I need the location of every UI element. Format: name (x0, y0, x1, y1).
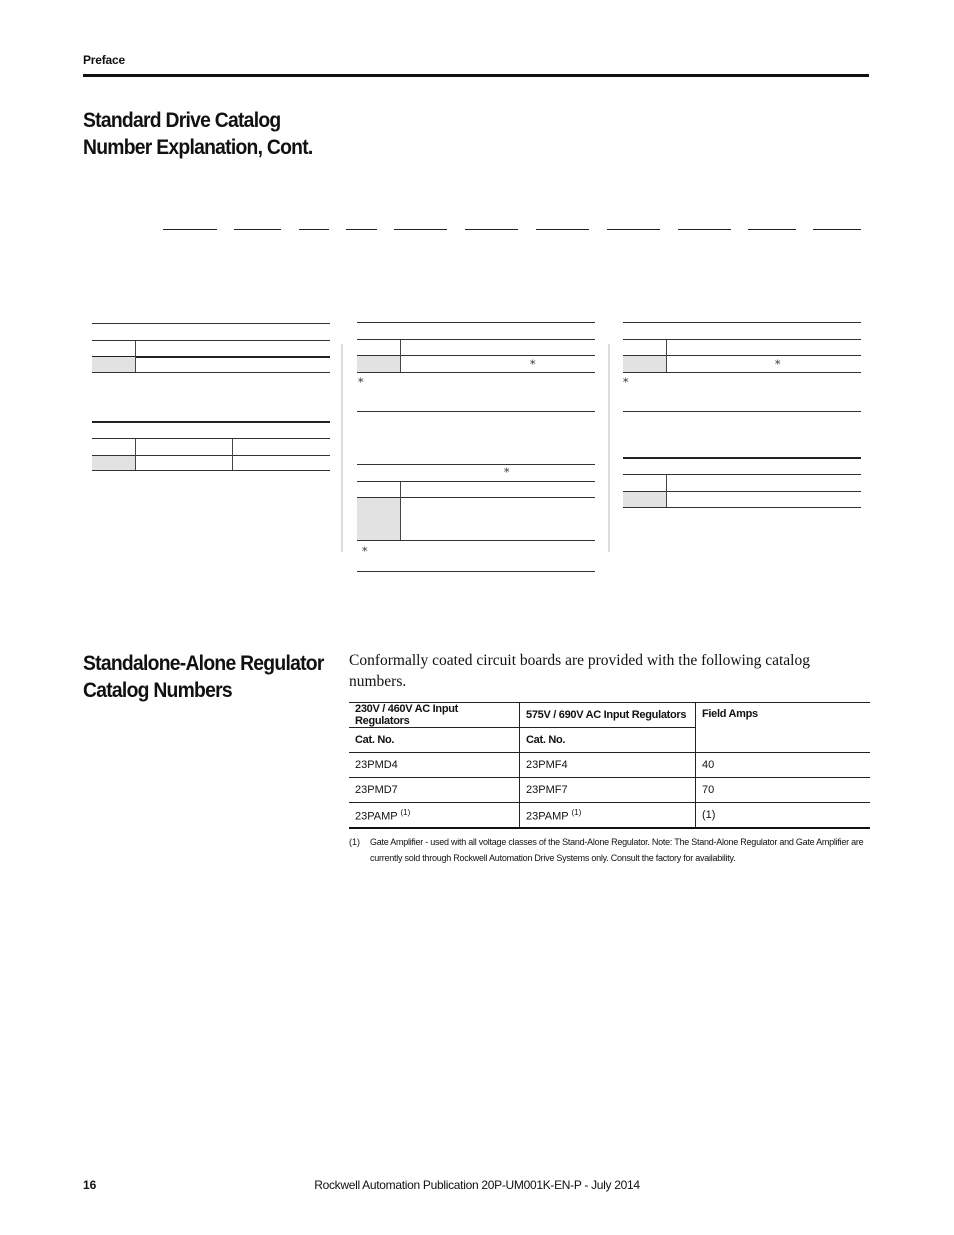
page-number: 16 (83, 1178, 97, 1192)
footnote-ref: (1) (400, 807, 411, 817)
running-header: Preface (83, 53, 125, 67)
code-cell (623, 492, 666, 507)
table-rule (623, 322, 861, 323)
cell-field-amps: 40 (696, 753, 871, 778)
cell-field-amps: 70 (696, 778, 871, 803)
position-blank (748, 229, 796, 230)
intro-paragraph: Conformally coated circuit boards are provided with the following catalog numbers. (349, 652, 810, 690)
table-rule (623, 507, 861, 508)
table-rule (357, 339, 595, 340)
table-row (349, 753, 870, 778)
table-rule (92, 323, 330, 324)
column-separator (341, 344, 343, 552)
section-title-catalog-explanation (83, 107, 313, 161)
cell-cat-no-230-460 (349, 803, 520, 829)
position-blank (465, 229, 518, 230)
code-cell (357, 356, 400, 372)
table-rule (623, 339, 861, 340)
header-field-amps: Field Amps (696, 703, 871, 753)
table-rule (357, 571, 595, 572)
position-blank (607, 229, 660, 230)
cell-cat-no-575-690: 23PMF7 (520, 778, 696, 803)
subheader-cat-no: Cat. No. (520, 728, 696, 753)
position-blank (234, 229, 281, 230)
code-cell (92, 456, 135, 470)
title-line-1: Standard Drive Catalog (83, 109, 281, 132)
position-blank (346, 229, 377, 230)
position-blank (813, 229, 861, 230)
section-title-regulator-catalog (83, 650, 324, 704)
table-rule (357, 481, 595, 482)
cat-no-text: 23PAMP (355, 810, 398, 823)
code-cell (623, 356, 666, 372)
table-rule (357, 372, 595, 373)
cell-field-amps: (1) (696, 803, 871, 829)
table-footnote (349, 834, 869, 866)
code-cell (92, 357, 135, 372)
position-blank (678, 229, 731, 230)
subheader-cat-no: Cat. No. (349, 728, 520, 753)
column-divider (400, 482, 401, 540)
position-blank (536, 229, 589, 230)
table-rule (623, 457, 861, 459)
table-rule (92, 421, 330, 423)
title-line-2: Catalog Numbers (83, 679, 232, 702)
asterisk-note: * (362, 545, 368, 558)
cell-cat-no-230-460: 23PMD7 (349, 778, 520, 803)
table-rule (92, 372, 330, 373)
publication-info: Rockwell Automation Publication 20P-UM001K-EN-P - July 2014 (314, 1178, 640, 1192)
column-divider (666, 475, 667, 507)
table-header-row (349, 703, 870, 728)
table-rule (623, 474, 861, 475)
table-rule (357, 540, 595, 541)
column-divider (400, 340, 401, 372)
header-rule (83, 74, 869, 77)
column-divider (232, 439, 233, 470)
footnote-ref: (1) (571, 807, 582, 817)
code-cell (357, 498, 400, 540)
header-230-460: 230V / 460V AC Input Regulators (349, 703, 520, 728)
column-divider (135, 439, 136, 470)
table-rule (92, 438, 330, 439)
title-line-1: Standalone-Alone Regulator (83, 652, 324, 675)
asterisk-mark: * (775, 358, 781, 371)
table-rule (357, 464, 595, 465)
table-row (349, 803, 870, 829)
cell-cat-no-575-690: 23PMF4 (520, 753, 696, 778)
asterisk-note: * (623, 376, 629, 389)
regulator-catalog-table (349, 702, 870, 829)
footnote-text: Gate Amplifier - used with all voltage classes of the Stand-Alone Regulator. Note: The Stand-Alone Regulator and Gate Amplifier are currently sold through Rockwell Automation Drive Systems only. Consult the factory for availability. (370, 837, 864, 863)
table-rule (623, 411, 861, 412)
position-blank (394, 229, 447, 230)
title-line-2: Number Explanation, Cont. (83, 136, 313, 159)
table-rule (623, 372, 861, 373)
column-separator (608, 344, 610, 552)
table-rule (92, 340, 330, 341)
footnote-marker: (1) (349, 837, 360, 847)
cat-no-text: 23PAMP (526, 810, 569, 823)
position-blank (299, 229, 329, 230)
position-blank (163, 229, 217, 230)
asterisk-note: * (358, 376, 364, 389)
table-rule (357, 411, 595, 412)
table-rule (357, 322, 595, 323)
table-rule (92, 470, 330, 471)
column-divider (666, 340, 667, 372)
cell-cat-no-230-460: 23PMD4 (349, 753, 520, 778)
column-divider (135, 341, 136, 372)
cell-cat-no-575-690 (520, 803, 696, 829)
asterisk-mark: * (504, 466, 510, 479)
header-575-690: 575V / 690V AC Input Regulators (520, 703, 696, 728)
asterisk-mark: * (530, 358, 536, 371)
table-row (349, 778, 870, 803)
